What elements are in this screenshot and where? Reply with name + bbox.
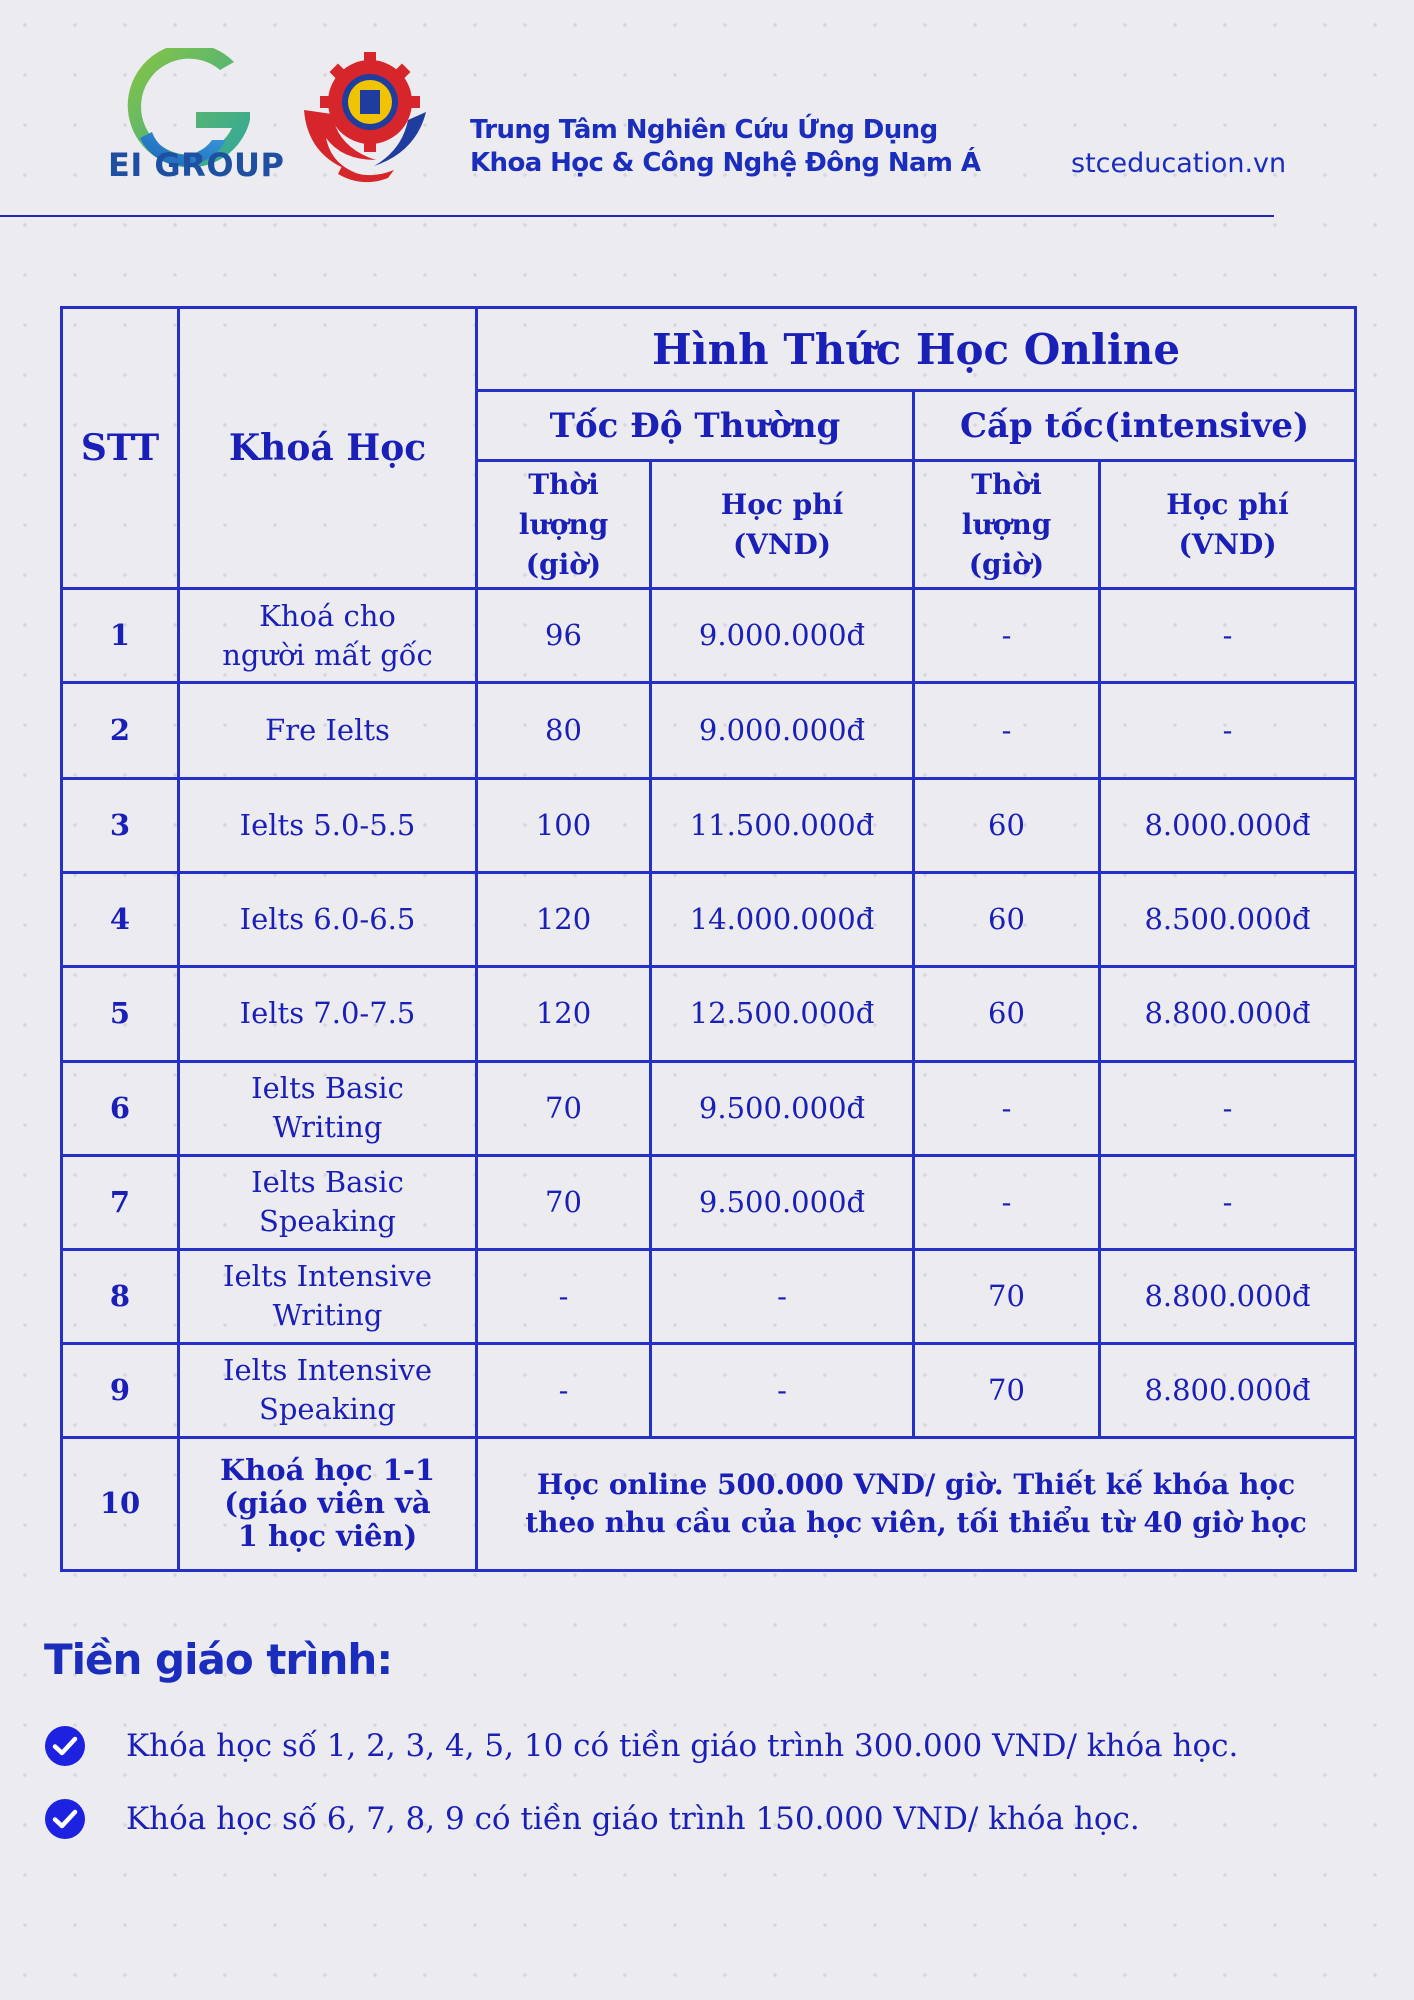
row-normal-fee: 11.500.000đ (651, 779, 914, 873)
table-row (62, 1343, 1356, 1437)
organization-name (470, 114, 980, 180)
course-line1: Khoá cho (259, 598, 396, 633)
materials-title: Tiền giáo trình: (44, 1635, 393, 1684)
row-intensive-hours: 60 (914, 967, 1100, 1061)
fee-label-line1: Học phí (1166, 487, 1289, 521)
row-stt: 5 (62, 967, 179, 1061)
col-header-normal-fee (651, 461, 914, 589)
materials-item (44, 1724, 1238, 1768)
row-intensive-hours: 70 (914, 1249, 1100, 1343)
materials-item-text: Khóa học số 6, 7, 8, 9 có tiền giáo trình 150.000 VND/ khóa học. (126, 1801, 1140, 1837)
row-intensive-fee: 8.800.000đ (1100, 1249, 1356, 1343)
row-intensive-hours: 60 (914, 873, 1100, 967)
row-stt: 9 (62, 1343, 179, 1437)
col-group-normal: Tốc Độ Thường (477, 391, 914, 461)
row-course (179, 1437, 477, 1570)
row-normal-hours: 80 (477, 683, 651, 779)
course-fee-table (60, 306, 1357, 1572)
row-normal-fee: 12.500.000đ (651, 967, 914, 1061)
row-normal-hours: 70 (477, 1155, 651, 1249)
row-stt: 8 (62, 1249, 179, 1343)
table-row (62, 1061, 1356, 1155)
row-normal-hours: 70 (477, 1061, 651, 1155)
course-line1: Ielts 7.0-7.5 (239, 996, 416, 1031)
duration-label-line1: Thời (971, 467, 1042, 501)
course-line1: Ielts Basic (251, 1071, 404, 1106)
course-line1: Ielts 6.0-6.5 (239, 902, 416, 937)
table-row (62, 589, 1356, 683)
one-on-one-note (477, 1437, 1356, 1570)
course-line1: Ielts Basic (251, 1165, 404, 1200)
duration-label-line1: Thời (528, 467, 599, 501)
course-line1: Ielts Intensive (223, 1353, 432, 1388)
row-course (179, 1061, 477, 1155)
check-circle-icon (44, 1798, 86, 1840)
row-intensive-fee: 8.500.000đ (1100, 873, 1356, 967)
row-intensive-fee: 8.800.000đ (1100, 1343, 1356, 1437)
course-line1: Khoá học 1-1 (219, 1453, 436, 1488)
check-circle-icon (44, 1725, 86, 1767)
col-header-stt: STT (62, 308, 179, 589)
table-row (62, 1437, 1356, 1570)
course-line2: Speaking (259, 1204, 396, 1239)
organization-name-line1: Trung Tâm Nghiên Cứu Ứng Dụng (470, 115, 938, 145)
row-stt: 6 (62, 1061, 179, 1155)
note-line2: theo nhu cầu của học viên, tối thiểu từ 40 giờ học (525, 1505, 1307, 1539)
row-course (179, 779, 477, 873)
row-course (179, 683, 477, 779)
col-group-online: Hình Thức Học Online (477, 308, 1356, 391)
course-line1: Ielts Intensive (223, 1259, 432, 1294)
duration-label-line3: (giờ) (525, 547, 602, 581)
col-header-intensive-duration (914, 461, 1100, 589)
row-normal-fee: 9.500.000đ (651, 1061, 914, 1155)
row-normal-hours: 100 (477, 779, 651, 873)
duration-label-line2: lượng (961, 507, 1052, 541)
row-normal-hours: - (477, 1249, 651, 1343)
page-header (0, 0, 1414, 220)
row-intensive-hours: - (914, 683, 1100, 779)
header-divider (0, 215, 1274, 217)
ei-group-wordmark: EI GROUP (108, 146, 285, 184)
table-row (62, 779, 1356, 873)
row-stt: 10 (62, 1437, 179, 1570)
table-row (62, 967, 1356, 1061)
row-normal-hours: 120 (477, 967, 651, 1061)
course-line2: Writing (272, 1110, 383, 1145)
row-normal-fee: - (651, 1343, 914, 1437)
row-intensive-hours: 60 (914, 779, 1100, 873)
course-line2: Speaking (259, 1392, 396, 1427)
row-normal-hours: 96 (477, 589, 651, 683)
row-intensive-fee: - (1100, 589, 1356, 683)
fee-label-line2: (VND) (732, 527, 832, 561)
row-intensive-hours: 70 (914, 1343, 1100, 1437)
course-line2: (giáo viên và (224, 1486, 431, 1521)
row-course (179, 1343, 477, 1437)
course-line2: Writing (272, 1298, 383, 1333)
row-stt: 7 (62, 1155, 179, 1249)
row-intensive-fee: 8.800.000đ (1100, 967, 1356, 1061)
duration-label-line2: lượng (518, 507, 609, 541)
row-intensive-fee: 8.000.000đ (1100, 779, 1356, 873)
course-line1: Ielts 5.0-5.5 (239, 808, 416, 843)
row-stt: 3 (62, 779, 179, 873)
row-normal-hours: - (477, 1343, 651, 1437)
row-course (179, 873, 477, 967)
asean-gear-logo (298, 48, 432, 186)
course-line1: Fre Ielts (265, 713, 390, 748)
col-header-course: Khoá Học (179, 308, 477, 589)
row-course (179, 967, 477, 1061)
row-intensive-hours: - (914, 589, 1100, 683)
row-course (179, 1155, 477, 1249)
website-link[interactable]: stceducation.vn (1071, 148, 1287, 179)
row-course (179, 1249, 477, 1343)
row-intensive-hours: - (914, 1155, 1100, 1249)
duration-label-line3: (giờ) (968, 547, 1045, 581)
row-normal-fee: 14.000.000đ (651, 873, 914, 967)
row-stt: 1 (62, 589, 179, 683)
fee-label-line1: Học phí (720, 487, 844, 521)
col-header-intensive-fee (1100, 461, 1356, 589)
row-intensive-fee: - (1100, 683, 1356, 779)
fee-label-line2: (VND) (1178, 527, 1277, 561)
col-group-intensive: Cấp tốc(intensive) (914, 391, 1356, 461)
course-line2: người mất gốc (222, 637, 433, 672)
col-header-normal-duration (477, 461, 651, 589)
note-line1: Học online 500.000 VND/ giờ. Thiết kế khóa học (536, 1467, 1296, 1501)
row-intensive-fee: - (1100, 1061, 1356, 1155)
row-normal-fee: 9.000.000đ (651, 589, 914, 683)
row-normal-fee: - (651, 1249, 914, 1343)
row-normal-hours: 120 (477, 873, 651, 967)
table-row (62, 873, 1356, 967)
materials-item (44, 1797, 1140, 1841)
row-stt: 2 (62, 683, 179, 779)
row-normal-fee: 9.000.000đ (651, 683, 914, 779)
table-row (62, 1155, 1356, 1249)
course-line3: 1 học viên) (237, 1519, 418, 1554)
row-intensive-hours: - (914, 1061, 1100, 1155)
organization-name-line2: Khoa Học & Công Nghệ Đông Nam Á (470, 148, 981, 178)
row-intensive-fee: - (1100, 1155, 1356, 1249)
table-row (62, 683, 1356, 779)
materials-item-text: Khóa học số 1, 2, 3, 4, 5, 10 có tiền giáo trình 300.000 VND/ khóa học. (126, 1728, 1239, 1764)
row-normal-fee: 9.500.000đ (651, 1155, 914, 1249)
table-row (62, 1249, 1356, 1343)
row-course (179, 589, 477, 683)
row-stt: 4 (62, 873, 179, 967)
